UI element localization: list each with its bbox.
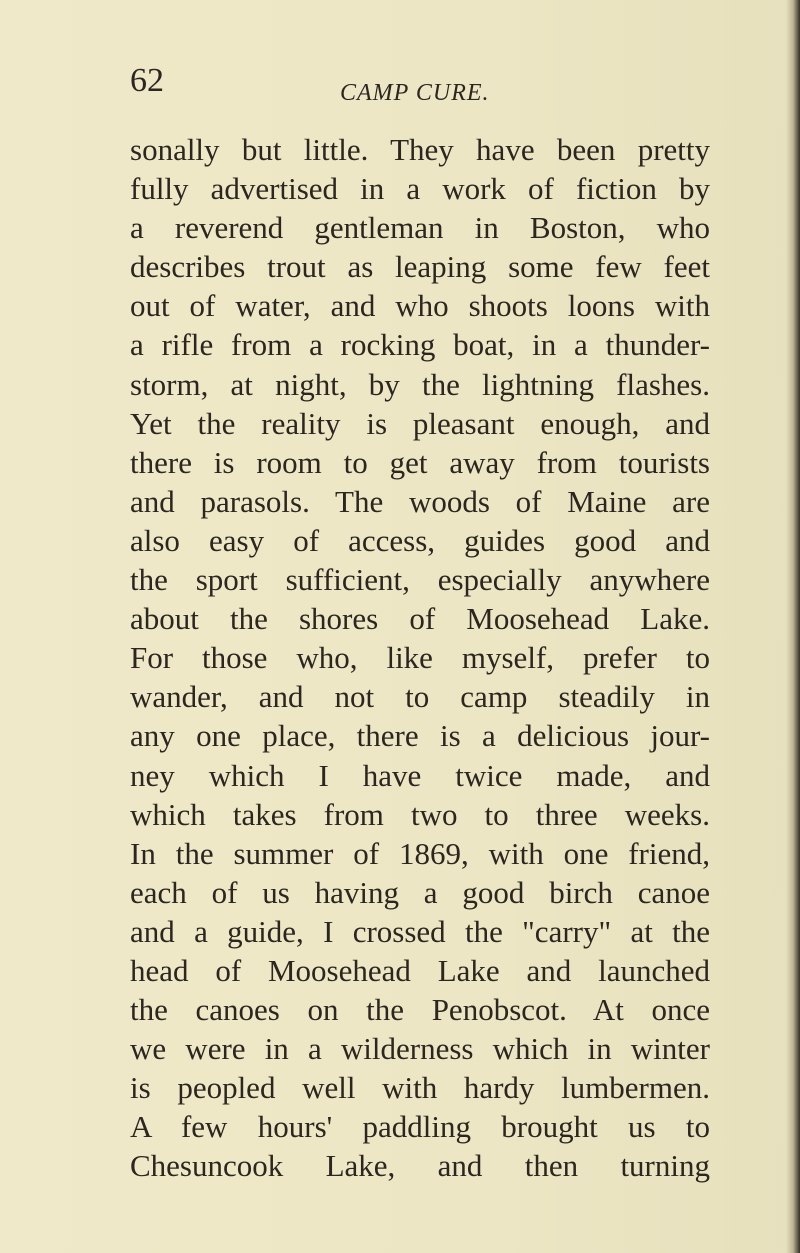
text-line: each of us having a good birch canoe: [130, 874, 710, 910]
text-line: and a guide, I crossed the "carry" at the: [130, 913, 710, 949]
text-line: head of Moosehead Lake and launched: [130, 952, 710, 988]
text-line: describes trout as leaping some few feet: [130, 249, 710, 285]
page-number: 62: [130, 62, 164, 99]
text-line: also easy of access, guides good and: [130, 522, 710, 558]
text-line: a rifle from a rocking boat, in a thunder-: [130, 327, 710, 363]
text-line: For those who, like myself, prefer to: [130, 640, 710, 676]
text-line: A few hours' paddling brought us to: [130, 1109, 710, 1145]
text-line: the canoes on the Penobscot. At once: [130, 992, 710, 1028]
running-head: [130, 62, 710, 106]
text-line: Yet the reality is pleasant enough, and: [130, 405, 710, 441]
text-line: storm, at night, by the lightning flashes.: [130, 366, 710, 402]
running-title: CAMP CURE.: [340, 80, 490, 106]
text-line: about the shores of Moosehead Lake.: [130, 601, 710, 637]
text-line: sonally but little. They have been pretty: [130, 132, 710, 167]
text-line: and parasols. The woods of Maine are: [130, 483, 710, 519]
text-line: fully advertised in a work of fiction by: [130, 171, 710, 207]
text-line: which takes from two to three weeks.: [130, 796, 710, 832]
text-line: Chesuncook Lake, and then turning: [130, 1148, 710, 1184]
text-line: In the summer of 1869, with one friend,: [130, 835, 710, 871]
text-line: ney which I have twice made, and: [130, 757, 710, 793]
text-line: any one place, there is a delicious jour-: [130, 718, 710, 754]
text-line: out of water, and who shoots loons with: [130, 288, 710, 324]
body-text: [130, 130, 710, 1186]
text-line: a reverend gentleman in Boston, who: [130, 210, 710, 246]
page-edge-shadow: [786, 0, 800, 1253]
text-line: is peopled well with hardy lumbermen.: [130, 1070, 710, 1106]
text-line: there is room to get away from tourists: [130, 444, 710, 480]
text-line: wander, and not to camp steadily in: [130, 679, 710, 715]
text-line: the sport sufficient, especially anywhere: [130, 562, 710, 598]
text-line: we were in a wilderness which in winter: [130, 1031, 710, 1067]
